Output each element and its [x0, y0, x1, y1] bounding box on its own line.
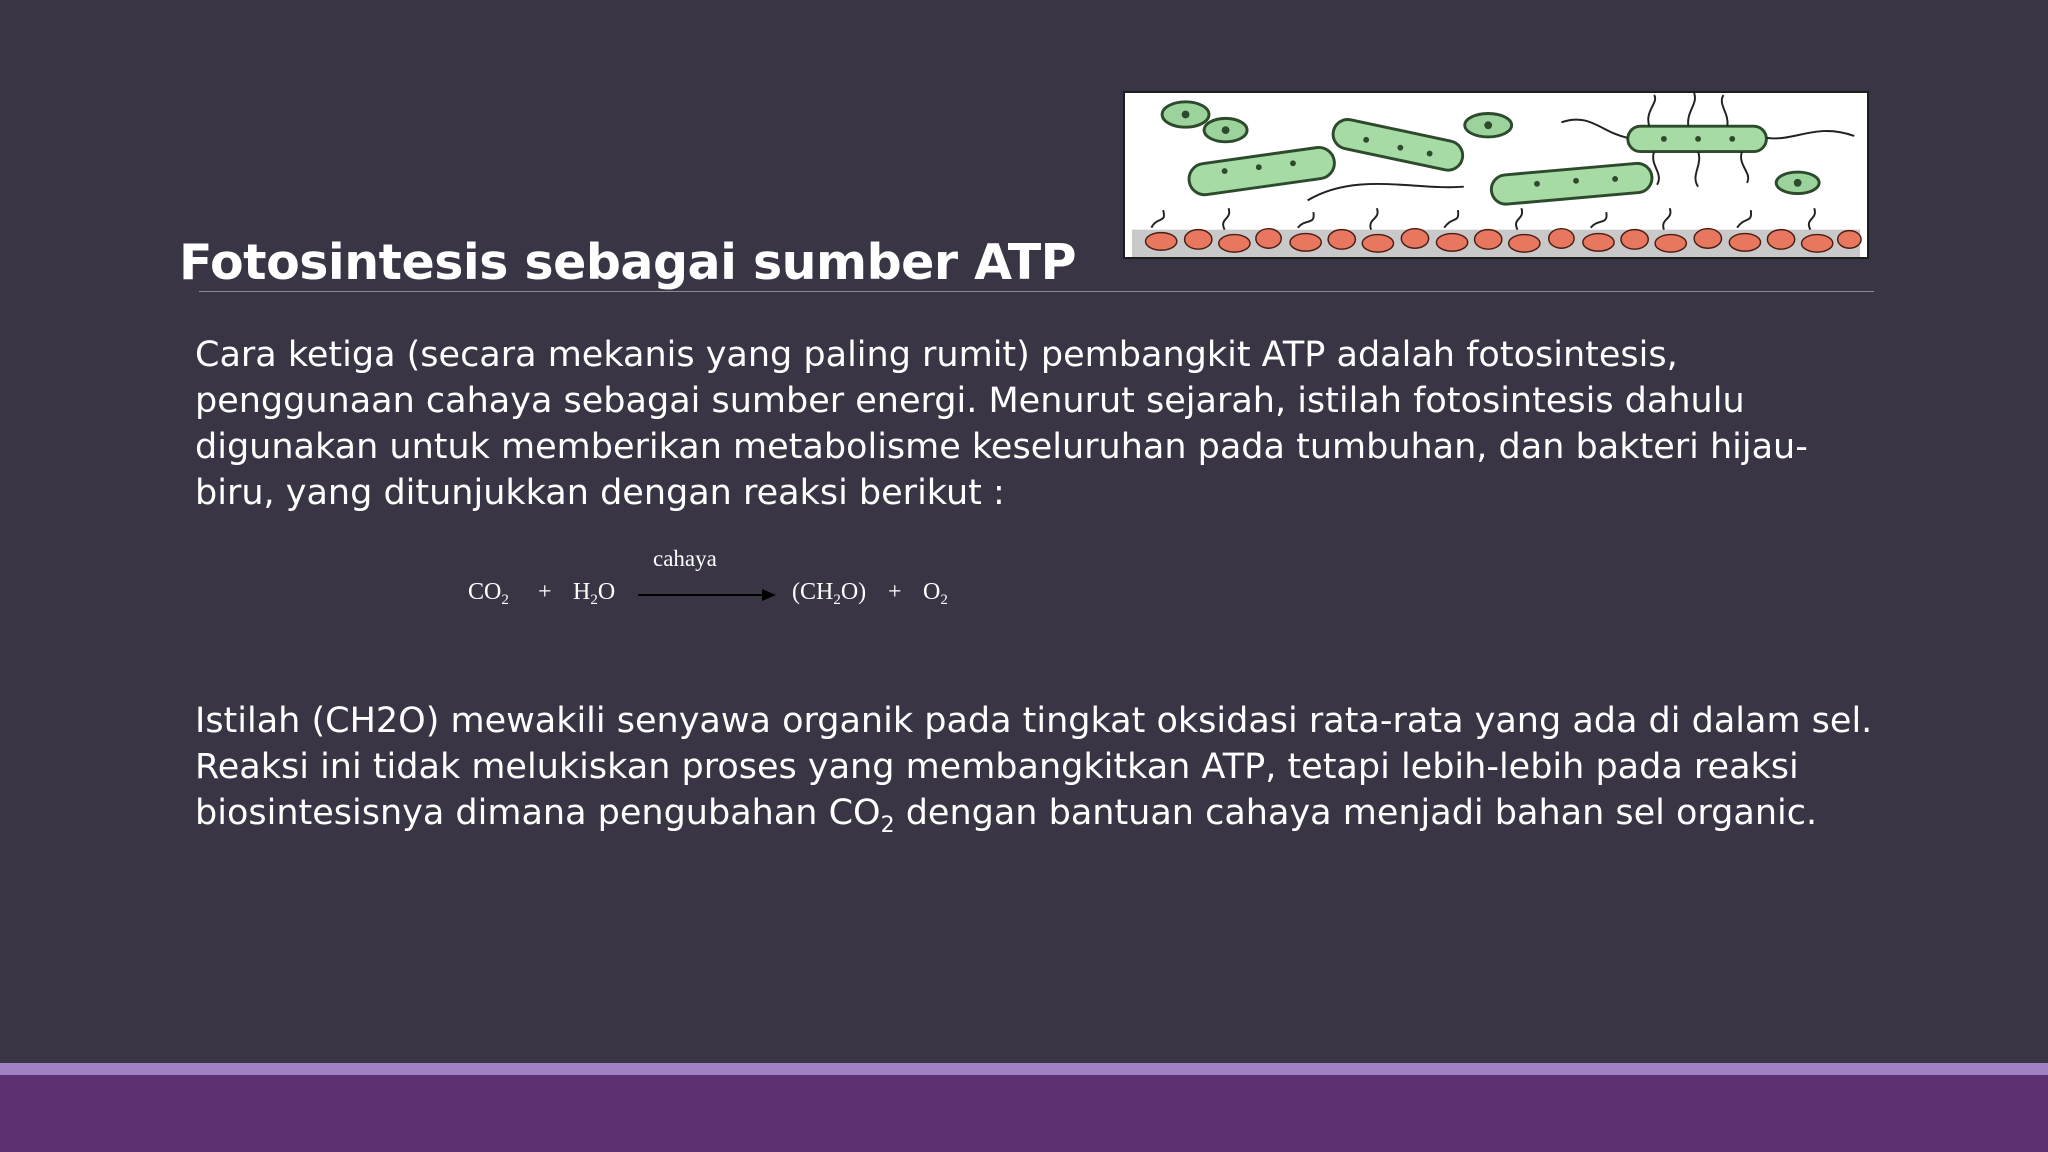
product-o2 — [923, 579, 948, 606]
ch-o-text: O) — [840, 579, 867, 605]
footer-band — [0, 1075, 2048, 1152]
o-text: O — [923, 579, 941, 605]
footer-accent-stripe — [0, 1063, 2048, 1075]
arrow-label: cahaya — [653, 546, 717, 571]
bacteria-illustration — [1123, 91, 1869, 259]
co-text: CO — [468, 579, 502, 605]
plus-sign-2: + — [888, 579, 902, 605]
o-subscript: 2 — [940, 592, 948, 608]
photosynthesis-equation — [468, 546, 988, 616]
h-o-text: O — [597, 579, 616, 605]
intro-paragraph: Cara ketiga (secara mekanis yang paling rumit) pembangkit ATP adalah fotosintesis, penggunaan cahaya sebagai sumber energi. Menurut sejarah, istilah fotosintesis dahulu digunakan untuk memberikan metabolisme keseluruhan pada tumbuhan, dan bakteri hijau-biru, yang ditunjukkan dengan reaksi berikut : — [195, 335, 1808, 513]
slide-title: Fotosintesis sebagai sumber ATP — [179, 234, 1077, 291]
title-underline — [199, 291, 1874, 292]
h-subscript: 2 — [590, 592, 598, 608]
explanation-paragraph — [195, 698, 1885, 836]
reaction-arrow-icon — [638, 588, 776, 602]
reactant-h2o — [573, 579, 615, 606]
co2-subscript: 2 — [880, 813, 895, 838]
bacteria-membrane-image — [1125, 93, 1867, 257]
ch-subscript: 2 — [833, 592, 841, 608]
h-text: H — [573, 579, 591, 605]
product-ch2o — [792, 579, 866, 606]
reactant-co2 — [468, 579, 509, 606]
co-subscript: 2 — [501, 592, 509, 608]
explanation-main-text: Istilah (CH2O) mewakili senyawa organik pada tingkat oksidasi rata-rata yang ada di dalam sel. Reaksi ini tidak melukiskan proses yang membangkitkan ATP, tetapi lebih-lebih pada reaksi biosintesisnya dimana pengubahan CO — [195, 701, 1873, 833]
explanation-end-text: dengan bantuan cahaya menjadi bahan sel organic. — [894, 793, 1818, 833]
ch-text: (CH — [792, 579, 834, 605]
plus-sign-1: + — [538, 579, 552, 605]
